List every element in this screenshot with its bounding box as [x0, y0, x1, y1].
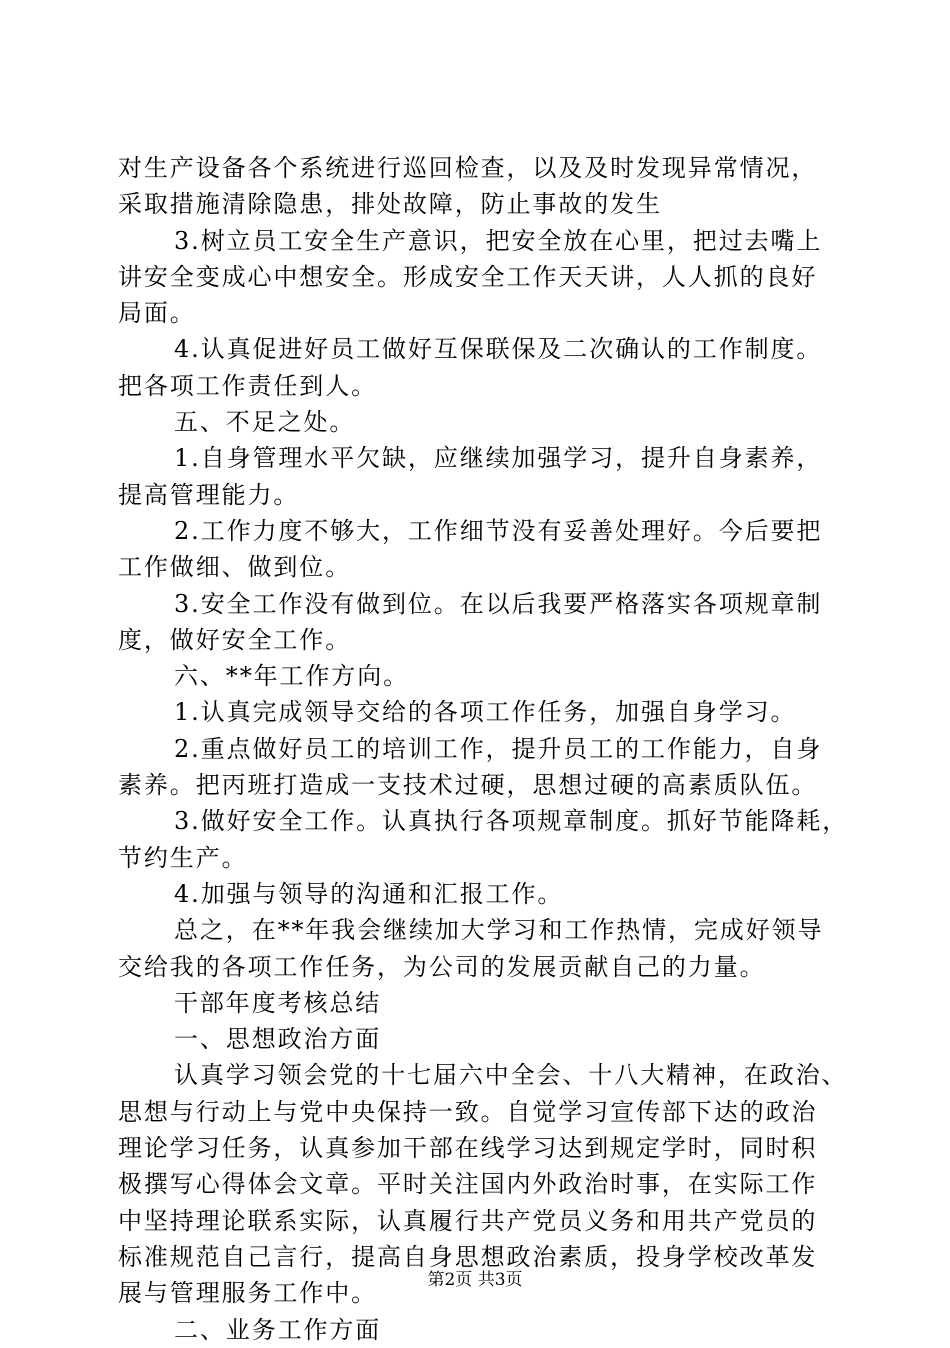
text-line: 认真学习领会党的十七届六中全会、十八大精神，在政治、 [174, 1061, 848, 1090]
text-line: 把各项工作责任到人。 [118, 371, 377, 400]
text-line: 交给我的各项工作任务，为公司的发展贡献自己的力量。 [118, 952, 766, 981]
text-line: 五、不足之处。 [174, 408, 356, 437]
text-line: 素养。把丙班打造成一支技术过硬，思想过硬的高素质队伍。 [118, 771, 818, 800]
text-line: 提高管理能力。 [118, 480, 300, 509]
text-line: 思想与行动上与党中央保持一致。自觉学习宣传部下达的政治 [118, 1097, 818, 1126]
text-line: 节约生产。 [118, 843, 248, 872]
text-line: 3.树立员工安全生产意识，把安全放在心里，把过去嘴上 [174, 226, 823, 255]
text-line: 2.重点做好员工的培训工作，提升员工的工作能力，自身 [174, 734, 823, 763]
text-line: 度，做好安全工作。 [118, 625, 352, 654]
text-line: 1.认真完成领导交给的各项工作任务，加强自身学习。 [174, 698, 797, 727]
text-line: 采取措施清除隐患，排处故障，防止事故的发生 [118, 190, 662, 219]
text-line: 理论学习任务，认真参加干部在线学习达到规定学时，同时积 [118, 1134, 818, 1163]
text-line: 总之，在**年我会继续加大学习和工作热情，完成好领导 [174, 916, 824, 945]
text-line: 极撰写心得体会文章。平时关注国内外政治时事，在实际工作 [118, 1170, 818, 1199]
text-line: 对生产设备各个系统进行巡回检查，以及及时发现异常情况， [118, 154, 818, 182]
text-line: 2.工作力度不够大，工作细节没有妥善处理好。今后要把 [174, 516, 823, 545]
text-line: 讲安全变成心中想安全。形成安全工作天天讲，人人抓的良好 [118, 262, 818, 291]
text-line: 干部年度考核总结 [174, 988, 382, 1017]
text-line: 中坚持理论联系实际，认真履行共产党员义务和用共产党员的 [118, 1206, 818, 1235]
text-line: 1.自身管理水平欠缺，应继续加强学习，提升自身素养， [174, 444, 823, 473]
text-line: 工作做细、做到位。 [118, 553, 352, 582]
text-line: 局面。 [118, 299, 196, 328]
text-line: 二、业务工作方面 [174, 1315, 382, 1344]
text-line: 4.认真促进好员工做好互保联保及二次确认的工作制度。 [174, 335, 823, 364]
text-line: 4.加强与领导的沟通和汇报工作。 [174, 879, 564, 908]
text-line: 3.安全工作没有做到位。在以后我要严格落实各项规章制 [174, 589, 823, 618]
page-footer: 第2页 共3页 [427, 1270, 523, 1290]
text-line: 3.做好安全工作。认真执行各项规章制度。抓好节能降耗， [174, 807, 849, 836]
text-line: 六、**年工作方向。 [174, 662, 409, 691]
document-body [118, 150, 849, 1348]
text-line: 展与管理服务工作中。 [118, 1279, 377, 1308]
text-line: 标准规范自己言行，提高自身思想政治素质，投身学校改革发 [118, 1242, 818, 1271]
text-line: 一、思想政治方面 [174, 1025, 382, 1054]
